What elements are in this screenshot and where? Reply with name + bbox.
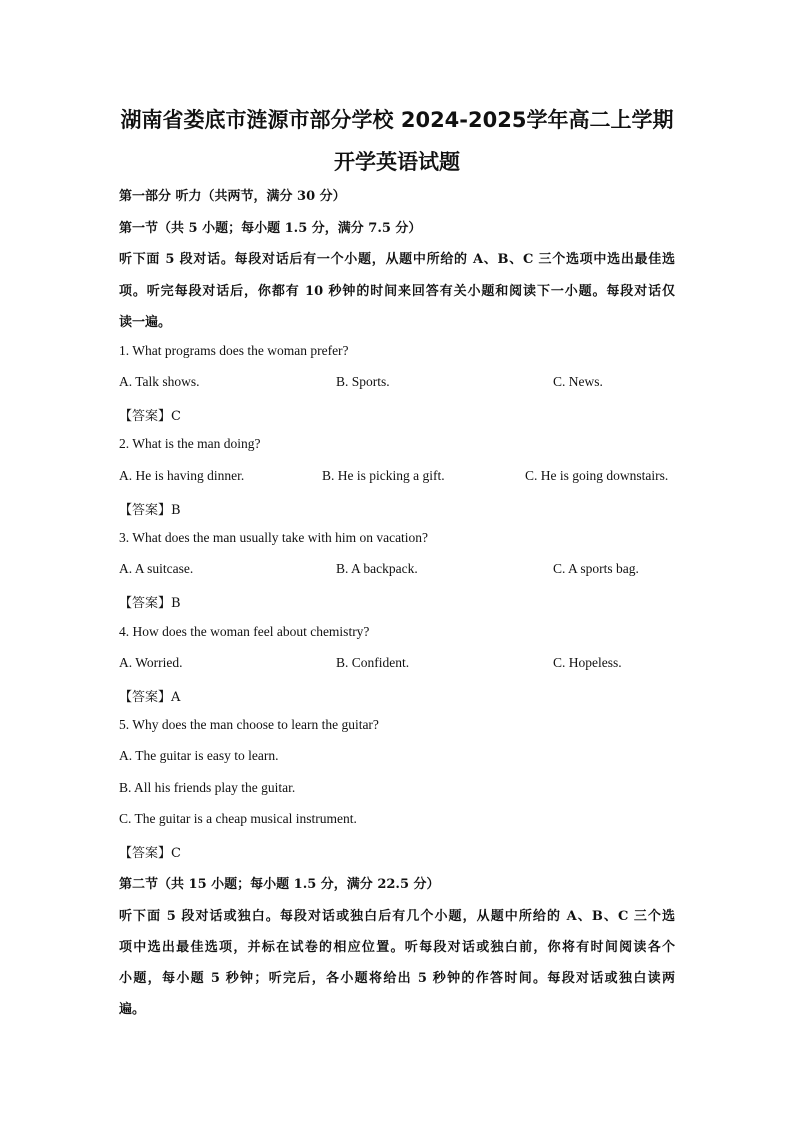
question-1-option-c: C. News. xyxy=(553,374,603,389)
document-title-line-1: 湖南省娄底市涟源市部分学校 2024-2025学年高二上学期 xyxy=(120,108,674,132)
document-title-line-2: 开学英语试题 xyxy=(334,150,460,174)
question-5-option-c: C. The guitar is a cheap musical instrument. xyxy=(119,811,357,826)
question-1-option-b: B. Sports. xyxy=(336,374,390,389)
question-3-option-a: A. A suitcase. xyxy=(119,561,194,576)
part1-heading: 第一部分 听力（共两节，满分 30 分） xyxy=(119,189,346,204)
section1-instructions-line-2: 项。听完每段对话后，你都有 10 秒钟的时间来回答有关小题和阅读下一小题。每段对话仅 xyxy=(119,284,675,299)
question-4-answer: 【答案】A xyxy=(119,690,181,705)
question-5-answer: 【答案】C xyxy=(119,846,181,861)
question-5-option-a: A. The guitar is easy to learn. xyxy=(119,748,279,763)
question-4-option-a: A. Worried. xyxy=(119,655,183,670)
question-2-option-a: A. He is having dinner. xyxy=(119,468,245,483)
question-2-answer: 【答案】B xyxy=(119,503,181,518)
question-3-option-c: C. A sports bag. xyxy=(553,561,639,576)
question-1-option-a: A. Talk shows. xyxy=(119,374,200,389)
question-5-stem: 5. Why does the man choose to learn the guitar? xyxy=(119,717,379,732)
question-3-stem: 3. What does the man usually take with him on vacation? xyxy=(119,530,429,545)
question-3-answer: 【答案】B xyxy=(119,596,181,611)
question-4-option-c: C. Hopeless. xyxy=(553,655,622,670)
question-1-stem: 1. What programs does the woman prefer? xyxy=(119,343,349,358)
question-3-option-b: B. A backpack. xyxy=(336,561,418,576)
section1-heading: 第一节（共 5 小题；每小题 1.5 分，满分 7.5 分） xyxy=(119,221,422,236)
section2-instructions-line-4: 遍。 xyxy=(119,1002,146,1017)
section2-instructions-line-2: 项中选出最佳选项，并标在试卷的相应位置。听每段对话或独白前，你将有时间阅读各个 xyxy=(119,940,675,955)
section1-instructions-line-1: 听下面 5 段对话。每段对话后有一个小题，从题中所给的 A、B、C 三个选项中选出最佳选 xyxy=(119,252,675,267)
question-2-option-b: B. He is picking a gift. xyxy=(322,468,445,483)
question-5-option-b: B. All his friends play the guitar. xyxy=(119,780,296,795)
section2-instructions-line-3: 小题，每小题 5 秒钟；听完后，各小题将给出 5 秒钟的作答时间。每段对话或独白读两 xyxy=(119,971,675,986)
section1-instructions-line-3: 读一遍。 xyxy=(119,315,172,330)
question-2-option-c: C. He is going downstairs. xyxy=(525,468,669,483)
question-4-stem: 4. How does the woman feel about chemistry? xyxy=(119,624,370,639)
question-1-answer: 【答案】C xyxy=(119,409,181,424)
question-2-stem: 2. What is the man doing? xyxy=(119,436,261,451)
question-4-option-b: B. Confident. xyxy=(336,655,410,670)
section2-heading: 第二节（共 15 小题；每小题 1.5 分，满分 22.5 分） xyxy=(119,877,440,892)
section2-instructions-line-1: 听下面 5 段对话或独白。每段对话或独白后有几个小题，从题中所给的 A、B、C 三个选 xyxy=(119,909,675,924)
